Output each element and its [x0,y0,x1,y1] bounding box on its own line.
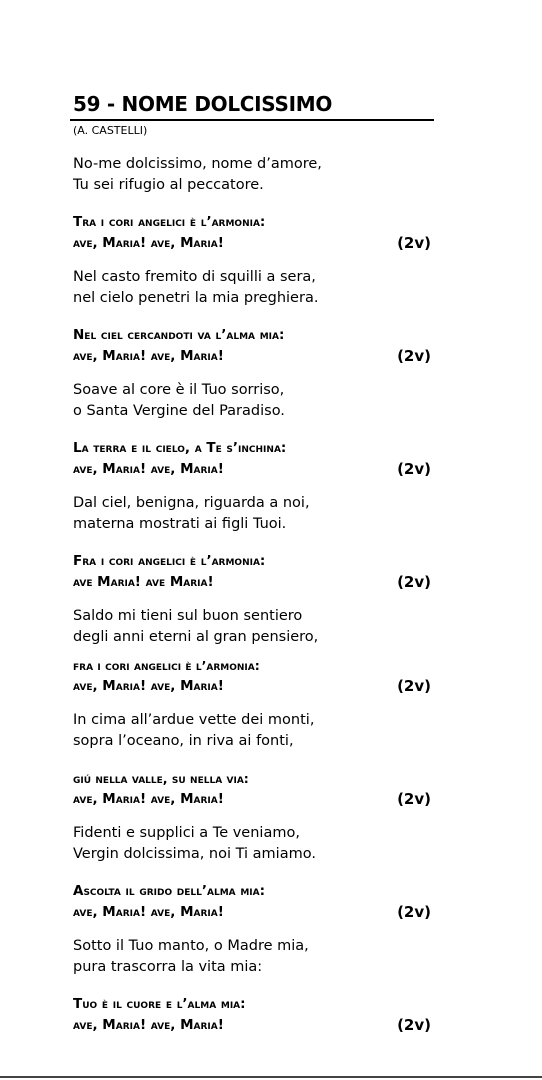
verse-8 [73,936,433,978]
repeat-marker: (2v) [397,573,431,591]
chorus-line-text: ave Maria! ave Maria! [73,574,214,590]
chorus-line-text: ave, Maria! ave, Maria! [73,678,224,694]
verse-7 [73,823,433,865]
repeat-marker: (2v) [397,234,431,252]
chorus-line [73,1015,433,1036]
chorus-line: La terra e il cielo, a Te s’inchina: [73,440,287,456]
chorus-5 [73,655,433,697]
verse-1 [73,154,433,196]
chorus-line-text: ave, Maria! ave, Maria! [73,791,224,807]
page-bottom-rule [0,1076,542,1078]
song-title: 59 - NOME DOLCISSIMO [73,92,333,116]
verse-line: Sotto il Tuo manto, o Madre mia, [73,938,309,954]
verse-2 [73,267,433,309]
chorus-line-text: ave, Maria! ave, Maria! [73,1017,224,1033]
chorus-line [73,459,433,480]
chorus-line [73,233,433,254]
repeat-marker: (2v) [397,460,431,478]
verse-4 [73,493,433,535]
verse-line: Saldo mi tieni sul buon sentiero [73,608,303,624]
repeat-marker: (2v) [397,677,431,695]
chorus-line: fra i cori angelici è l’armonia: [73,658,260,673]
verse-line: sopra l’oceano, in riva ai fonti, [73,733,294,749]
chorus-line [73,572,433,593]
song-author: (A. CASTELLI) [73,124,148,137]
verse-line: No-me dolcissimo, nome d’amore, [73,156,322,172]
chorus-line: Fra i cori angelici è l’armonia: [73,553,266,569]
verse-3 [73,380,433,422]
verse-line: In cima all’ardue vette dei monti, [73,712,315,728]
repeat-marker: (2v) [397,347,431,365]
chorus-8 [73,994,433,1036]
chorus-3 [73,438,433,480]
repeat-marker: (2v) [397,903,431,921]
repeat-marker: (2v) [397,790,431,808]
verse-line: Fidenti e supplici a Te veniamo, [73,825,300,841]
chorus-line: Tuo è il cuore e l’alma mia: [73,996,246,1012]
chorus-line [73,676,433,697]
chorus-line-text: ave, Maria! ave, Maria! [73,348,224,364]
verse-5 [73,606,433,648]
chorus-line: Ascolta il grido dell’alma mia: [73,883,266,899]
title-underline [70,119,434,121]
verse-line: degli anni eterni al gran pensiero, [73,629,319,645]
chorus-line: Nel ciel cercandoti va l’alma mia: [73,327,285,343]
verse-line: pura trascorra la vita mia: [73,959,263,975]
chorus-4 [73,551,433,593]
chorus-line [73,902,433,923]
chorus-line [73,346,433,367]
chorus-2 [73,325,433,367]
verse-line: nel cielo penetri la mia preghiera. [73,290,319,306]
chorus-line [73,789,433,810]
chorus-6 [73,768,433,810]
verse-line: Dal ciel, benigna, riguarda a noi, [73,495,310,511]
verse-line: o Santa Vergine del Paradiso. [73,403,285,419]
chorus-line-text: ave, Maria! ave, Maria! [73,904,224,920]
repeat-marker: (2v) [397,1016,431,1034]
chorus-1 [73,212,433,254]
verse-line: Soave al core è il Tuo sorriso, [73,382,285,398]
verse-line: materna mostrati ai figli Tuoi. [73,516,287,532]
verse-line: Vergin dolcissima, noi Ti amiamo. [73,846,316,862]
verse-6 [73,710,433,752]
chorus-7 [73,881,433,923]
chorus-line: Tra i cori angelici è l’armonia: [73,214,266,230]
chorus-line: giú nella valle, su nella via: [73,771,249,786]
chorus-line-text: ave, Maria! ave, Maria! [73,461,224,477]
verse-line: Nel casto fremito di squilli a sera, [73,269,316,285]
verse-line: Tu sei rifugio al peccatore. [73,177,264,193]
chorus-line-text: ave, Maria! ave, Maria! [73,235,224,251]
